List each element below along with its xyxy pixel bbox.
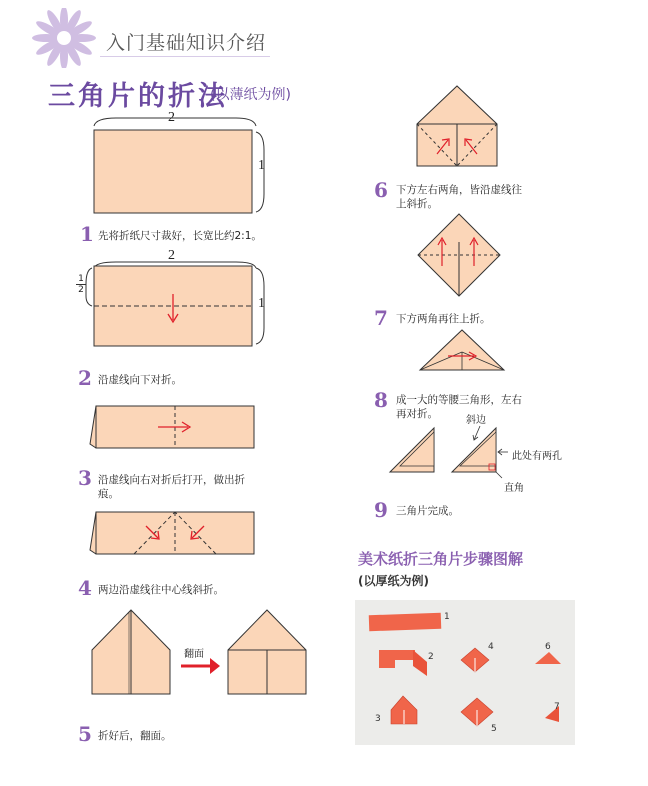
step2-diagram	[76, 256, 276, 351]
page-title: 三角片的折法	[48, 81, 228, 112]
step-5-number: 5	[78, 722, 92, 746]
step3-diagram	[86, 404, 266, 454]
flower-logo-icon	[28, 8, 100, 68]
step1-width-label: 2	[168, 110, 175, 125]
half-denominator: 2	[78, 285, 84, 295]
step-9-text: 三角片完成。	[396, 505, 459, 517]
step-9-number: 9	[374, 498, 388, 522]
photo-number-4: 4	[488, 642, 494, 652]
photo-number-7: 7	[554, 702, 560, 712]
step-8-text-line2: 再对折。	[396, 408, 438, 420]
step-6-text-line1: 下方左右两角，皆沿虚线往	[396, 184, 522, 196]
hypotenuse-label: 斜边	[466, 415, 486, 426]
step-1-number: 1	[80, 222, 94, 246]
step1-height-label: 1	[258, 158, 265, 173]
two-holes-label: 此处有两孔	[512, 451, 562, 462]
step-2-number: 2	[78, 366, 92, 390]
step6-diamond-diagram	[416, 212, 502, 298]
step-3-text-line2: 痕。	[98, 488, 119, 500]
header-underline	[100, 56, 270, 57]
step-3-text-line1: 沿虚线向右对折后打开，做出折	[98, 474, 245, 486]
flip-label: 翻面	[184, 649, 204, 660]
photo-number-2: 2	[428, 652, 434, 662]
step2-height-label: 1	[258, 296, 265, 311]
header-title: 入门基础知识介绍	[106, 32, 267, 54]
step-8-number: 8	[374, 388, 388, 412]
folding-steps-photo	[355, 600, 575, 745]
step-3-number: 3	[78, 466, 92, 490]
step-5-text: 折好后，翻面。	[98, 730, 172, 742]
step4-diagram	[86, 508, 266, 558]
right-angle-label: 直角	[504, 483, 524, 494]
step8-diagram	[386, 420, 526, 480]
step-8-text-line1: 成一大的等腰三角形，左右	[396, 394, 522, 406]
step6-house-diagram	[412, 84, 502, 170]
step1-diagram	[86, 110, 276, 220]
step2-width-label: 2	[168, 248, 175, 263]
half-numerator: 1	[78, 274, 84, 284]
step-4-number: 4	[78, 576, 92, 600]
step-7-number: 7	[374, 306, 388, 330]
step-6-number: 6	[374, 178, 388, 202]
step-1-text: 先将折纸尺寸裁好，长宽比约2:1。	[98, 230, 262, 242]
photo-number-3: 3	[375, 714, 381, 724]
step-6-text-line2: 上斜折。	[396, 198, 438, 210]
page-subtitle: (以薄纸为例)	[210, 87, 291, 103]
step7-triangle-diagram	[416, 328, 508, 374]
photo-number-6: 6	[545, 642, 551, 652]
photo-number-5: 5	[491, 724, 497, 734]
step-7-text: 下方两角再往上折。	[396, 313, 491, 325]
step2-half-label	[76, 274, 86, 295]
step-2-text: 沿虚线向下对折。	[98, 374, 182, 386]
step-4-text: 两边沿虚线往中心线斜折。	[98, 584, 224, 596]
section2-subtitle: (以厚纸为例)	[358, 574, 429, 588]
photo-number-1: 1	[444, 612, 450, 622]
section2-title: 美术纸折三角片步骤图解	[358, 550, 524, 568]
